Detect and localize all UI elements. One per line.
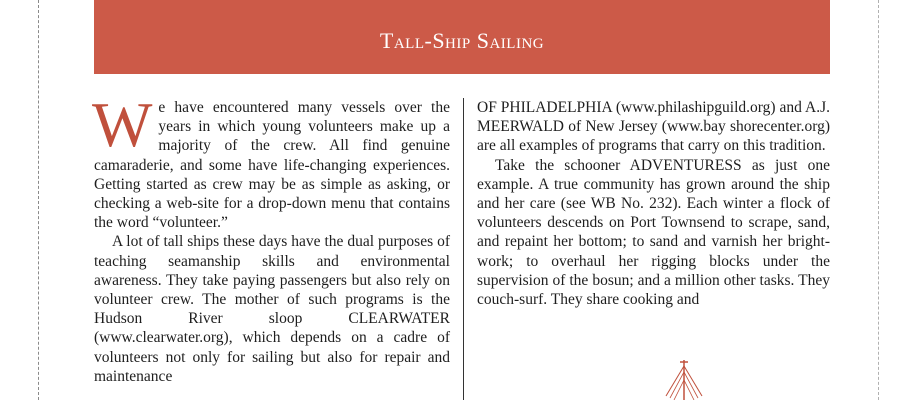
- section-banner: [94, 0, 830, 74]
- paragraph: OF PHILADELPHIA (www.philashipguild.org) and A.J. MEERWALD of New Jersey (www.bay shorecenter.org) are all examples of programs that carry on this tradition.: [477, 99, 830, 155]
- section-title: Tall-Ship Sailing: [379, 28, 545, 53]
- paragraph: [92, 89, 450, 232]
- paragraph: A lot of tall ships these days have the dual purposes of teaching seamanship skills and environmental awareness. They take paying passengers but also rely on volunteer crew. The mother of such programs is the Hudson River sloop CLEARWATER (www.clearwater.org), which depends on a cadre of volunteers not only for sailing but also for repair and maintenance: [94, 233, 450, 385]
- column-divider: [463, 98, 464, 400]
- paragraph-text: e have encountered many vessels over the years in which young volunteers make up a majority of the crew. All find genuine camaraderie, and some have life-changing experiences. Getting started as crew may be as simple as asking, or checking a web-site for a drop-down menu that contains the word “volunteer.”: [94, 99, 450, 232]
- paragraph: Take the schooner ADVENTURESS as just one example. A true community has grown around the ship and her care (see WB No. 232). Each winter a flock of volunteers descends on Port Townsend to scrape, sand, and repaint her bottom; to sand and varnish her bright-work; to overhaul her rigging blocks under the supervision of the bosun; and a million other tasks. They couch-surf. They share cooking and: [477, 156, 830, 309]
- article-column-left: [92, 89, 450, 386]
- page-border-right: [878, 0, 879, 400]
- drop-cap: W: [92, 89, 153, 160]
- ship-illustration-icon: [654, 358, 714, 400]
- article-column-right: [477, 98, 830, 309]
- page-border-left: [38, 0, 39, 400]
